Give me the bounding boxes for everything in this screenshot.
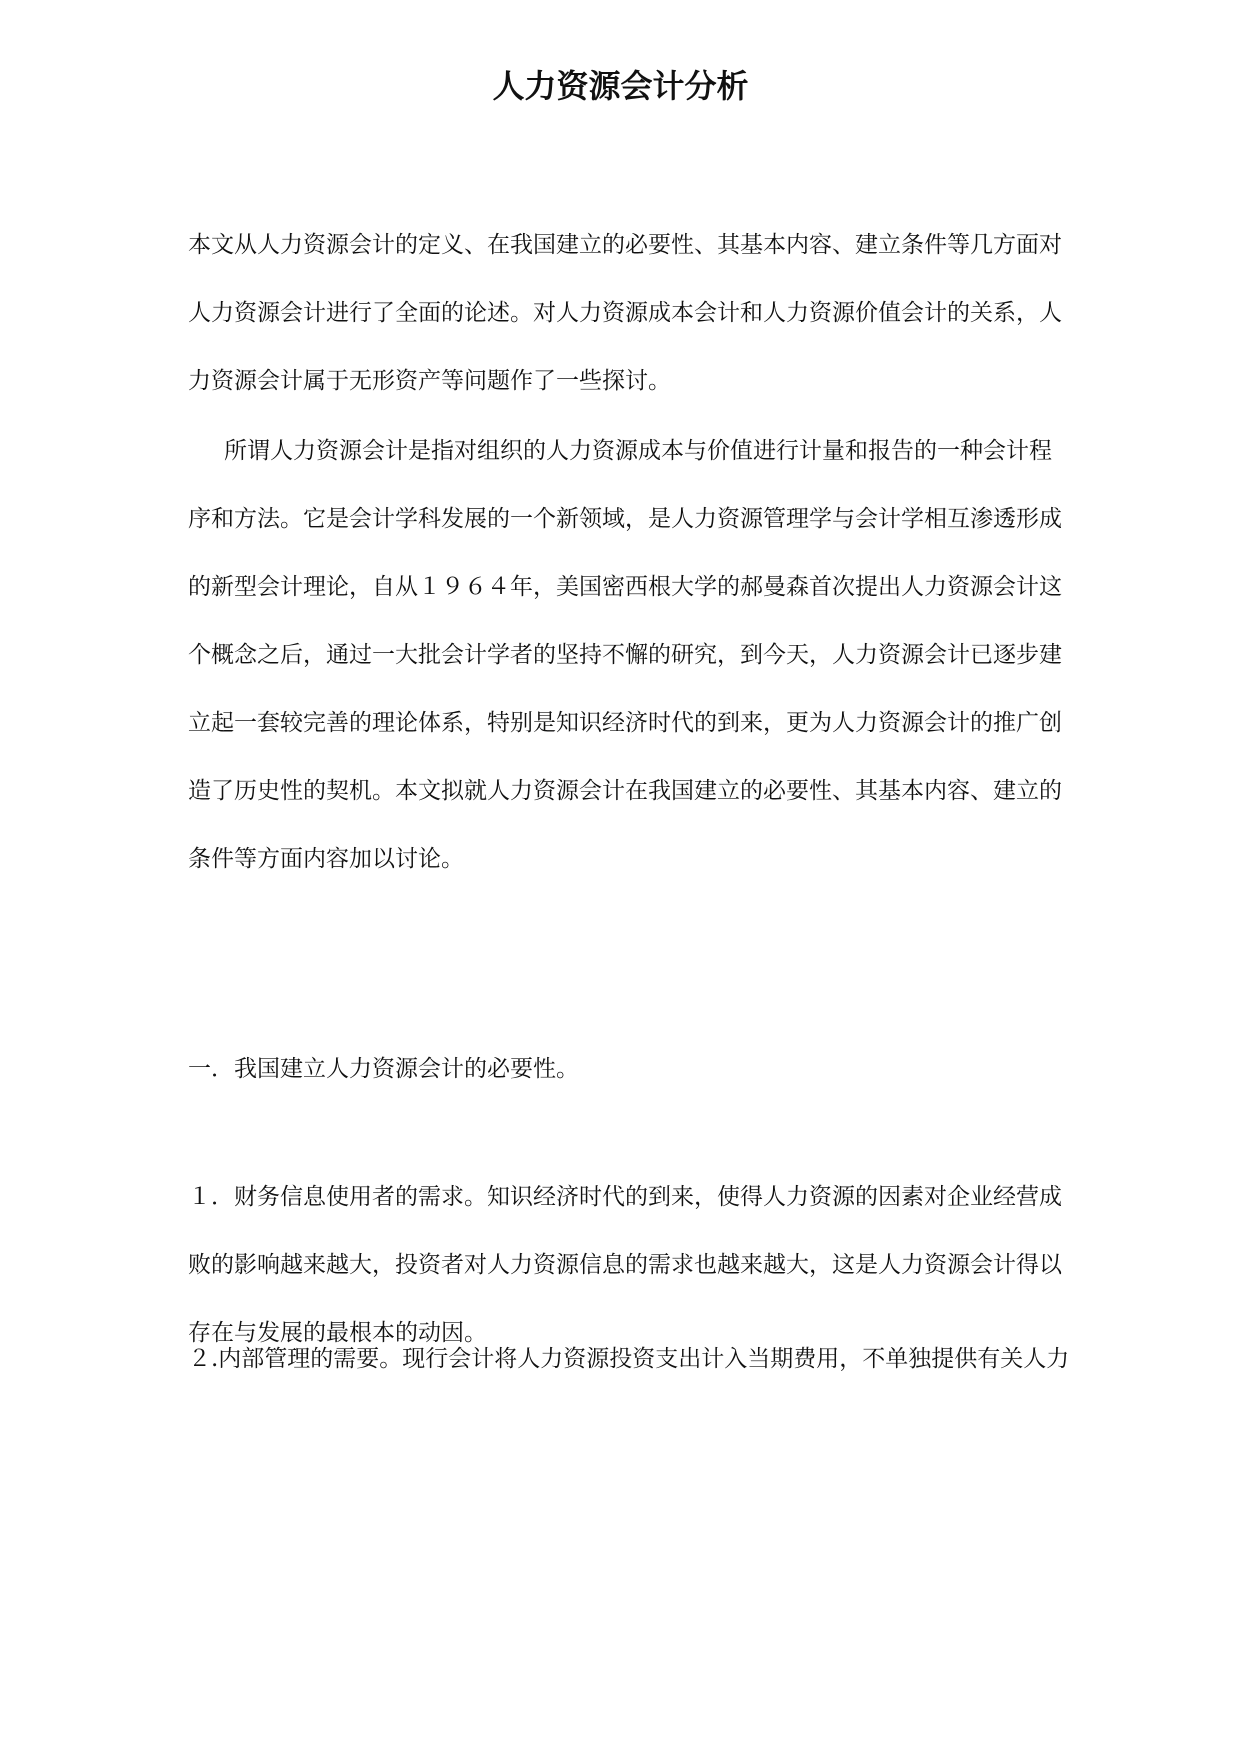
intro-line: 个概念之后，通过一大批会计学者的坚持不懈的研究，到今天，人力资源会计已逐步建 (188, 642, 1062, 668)
abstract-line: 人力资源会计进行了全面的论述。对人力资源成本会计和人力资源价值会计的关系，人 (188, 300, 1062, 326)
intro-line: 所谓人力资源会计是指对组织的人力资源成本与价值进行计量和报告的一种会计程 (224, 438, 1052, 464)
intro-line: 造了历史性的契机。本文拟就人力资源会计在我国建立的必要性、其基本内容、建立的 (188, 778, 1062, 804)
section-heading-text: 一．我国建立人力资源会计的必要性。 (188, 1056, 579, 1082)
intro-line: 序和方法。它是会计学科发展的一个新领域，是人力资源管理学与会计学相互渗透形成 (188, 506, 1062, 532)
intro-line: 条件等方面内容加以讨论。 (188, 846, 464, 872)
item-1-line: 败的影响越来越大，投资者对人力资源信息的需求也越来越大，这是人力资源会计得以 (188, 1252, 1062, 1278)
abstract-line: 本文从人力资源会计的定义、在我国建立的必要性、其基本内容、建立条件等几方面对 (188, 232, 1062, 258)
item-1-line: １．财务信息使用者的需求。知识经济时代的到来，使得人力资源的因素对企业经营成 (188, 1184, 1062, 1210)
document-title: 人力资源会计分析 (492, 67, 749, 105)
intro-paragraph (188, 417, 1138, 893)
intro-line: 的新型会计理论，自从１９６４年，美国密西根大学的郝曼森首次提出人力资源会计这 (188, 574, 1062, 600)
intro-line: 立起一套较完善的理论体系，特别是知识经济时代的到来，更为人力资源会计的推广创 (188, 710, 1062, 736)
abstract-paragraph (188, 211, 1138, 415)
item-2-paragraph (188, 1325, 1138, 1393)
item-1-line: 存在与发展的最根本的动因。 (188, 1320, 487, 1346)
section-heading (188, 1035, 1138, 1103)
abstract-line: 力资源会计属于无形资产等问题作了一些探讨。 (188, 368, 671, 394)
item-2-line: ２.内部管理的需要。现行会计将人力资源投资支出计入当期费用，不单独提供有关人力 (188, 1346, 1070, 1372)
